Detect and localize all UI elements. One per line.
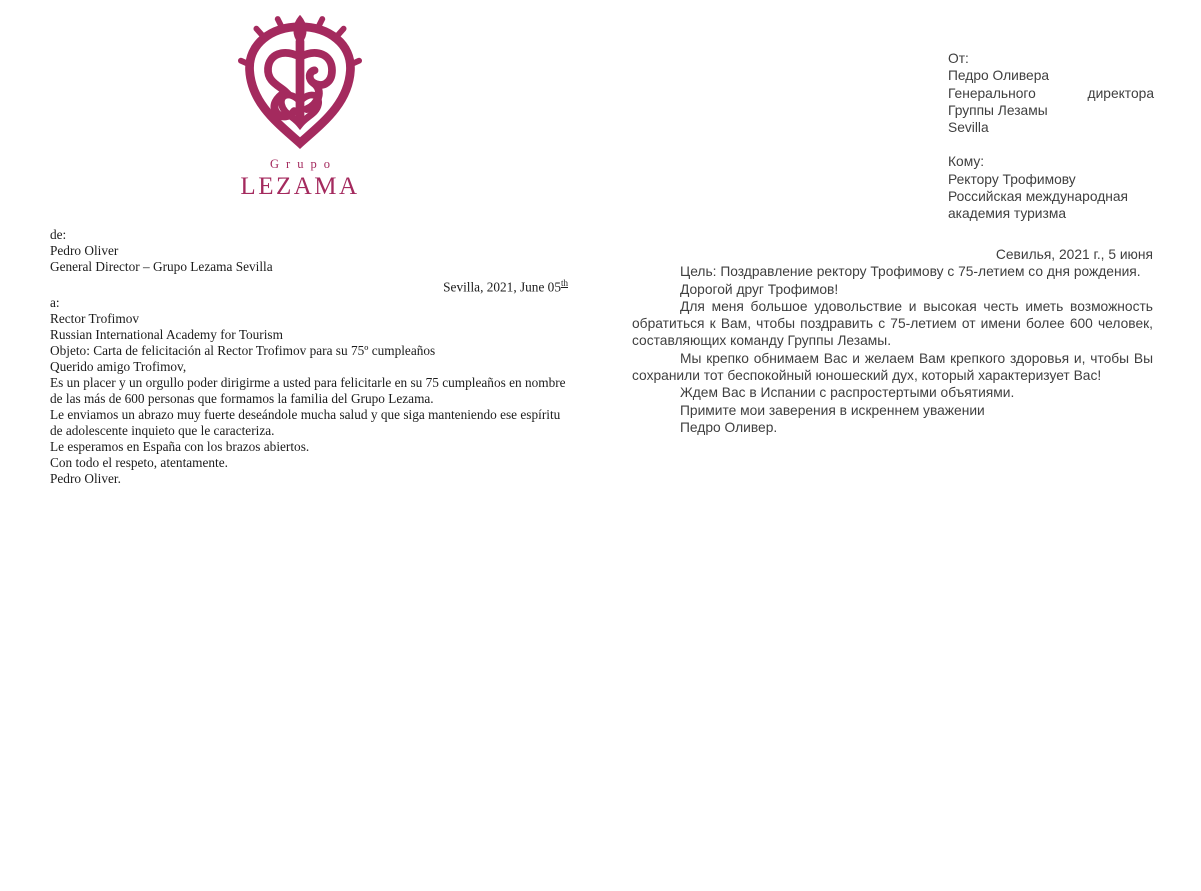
russian-from-city: Sevilla (948, 120, 989, 136)
company-logo (205, 14, 395, 201)
spanish-signature: Pedro Oliver. (50, 471, 121, 487)
spanish-subject-line: Objeto: Carta de felicitación al Rector Trofimov para su 75º cumpleaños (50, 343, 436, 359)
russian-paragraph-4: Примите мои заверения в искреннем уважении (680, 402, 985, 418)
russian-date-line: Севилья, 2021 г., 5 июня (995, 247, 1153, 262)
russian-to-name: Ректору Трофимову (948, 171, 1076, 187)
spanish-paragraph-2: Le enviamos un abrazo muy fuerte deseándole mucha salud y que siga manteniendo ese espíritu de adolescente inquieto que le caracteriza. (50, 407, 561, 439)
russian-to-block (948, 153, 1154, 222)
lezama-emblem-icon (237, 14, 363, 150)
russian-subject-line: Цель: Поздравление ректору Трофимову с 75-летием со дня рождения. (680, 264, 1141, 280)
russian-signature: Педро Оливер. (680, 419, 778, 435)
spanish-from-block (50, 227, 568, 275)
russian-letter-header (948, 50, 1154, 223)
spanish-from-label: de: (50, 227, 67, 242)
logo-lezama-text: LEZAMA (240, 173, 360, 200)
spanish-salutation: Querido amigo Trofimov, (50, 359, 187, 375)
russian-letter-body (632, 246, 1153, 436)
spanish-date-ordinal: th (560, 278, 568, 288)
spanish-to-block (50, 295, 568, 343)
spanish-to-label: a: (50, 295, 60, 311)
logo-grupo-text: Grupo (270, 157, 337, 171)
spanish-to-org: Russian International Academy for Tourism (50, 327, 283, 343)
russian-from-org: Группы Лезамы (948, 102, 1048, 118)
russian-to-org-line1: Российская международная (948, 189, 1129, 205)
russian-paragraph-2: Мы крепко обнимаем Вас и желаем Вам крепкого здоровья и, чтобы Вы сохранили тот беспокойный юношеский дух, который характеризует Вас! (632, 350, 1153, 384)
spanish-date-line: Sevilla, 2021, June 05th (443, 278, 568, 295)
spanish-closing: Con todo el respeto, atentamente. (50, 455, 228, 471)
russian-to-org-line2: академия туризма (948, 206, 1066, 222)
spanish-letter-column (50, 227, 568, 487)
russian-from-title: Генерального директора (948, 85, 1154, 101)
spanish-from-name: Pedro Oliver (50, 243, 119, 258)
russian-paragraph-1: Для меня большое удовольствие и высокая честь иметь возможность обратиться к Вам, чтобы поздравить с 75-летием от имени более 600 человек, составляющих команду Группы Лезамы. (632, 298, 1153, 349)
russian-paragraph-3: Ждем Вас в Испании с распростертыми объятиями. (680, 385, 1015, 401)
russian-from-label: От: (948, 51, 969, 66)
russian-from-name: Педро Оливера (948, 68, 1050, 84)
russian-from-block (948, 50, 1154, 136)
spanish-paragraph-3: Le esperamos en España con los brazos abiertos. (50, 439, 310, 455)
spanish-from-title: General Director – Grupo Lezama Sevilla (50, 259, 273, 274)
russian-to-label: Кому: (948, 154, 985, 170)
russian-salutation: Дорогой друг Трофимов! (680, 281, 839, 297)
spanish-to-name: Rector Trofimov (50, 311, 140, 327)
spanish-paragraph-1: Es un placer y un orgullo poder dirigirme a usted para felicitarle en su 75 cumpleaños en nombre de las más de 600 personas que formamos la familia del Grupo Lezama. (50, 375, 566, 407)
